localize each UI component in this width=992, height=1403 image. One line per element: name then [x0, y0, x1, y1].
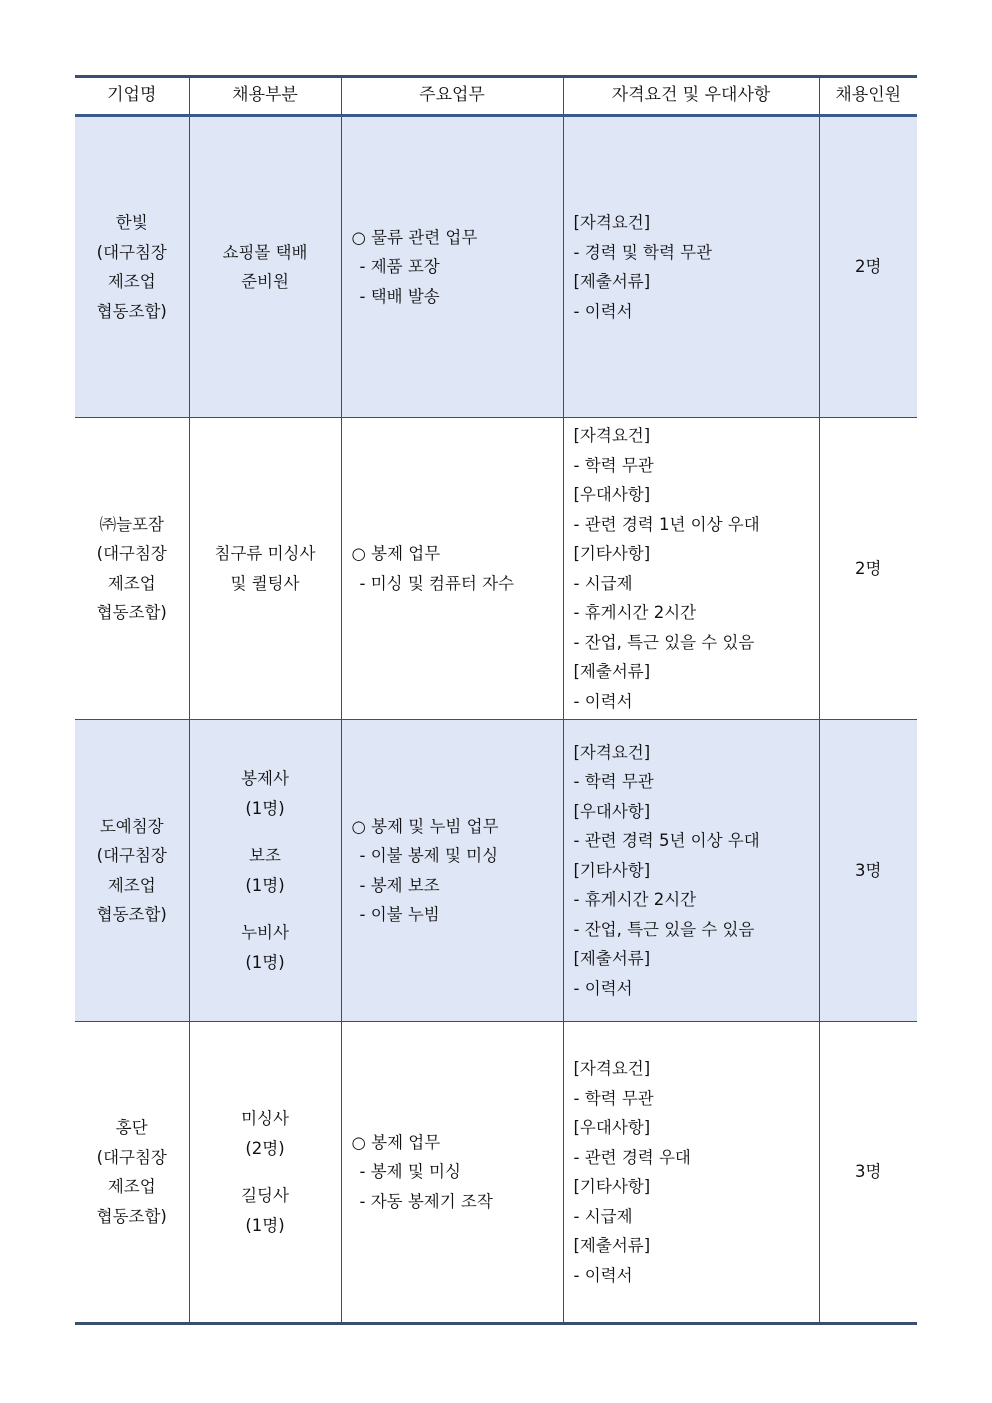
- department-entry: [190, 1104, 341, 1163]
- duties-cell: [341, 1022, 563, 1324]
- company-name-line: 한빛: [115, 213, 148, 232]
- duty-item: - 자동 봉제기 조작: [359, 1191, 493, 1211]
- duty-heading: ○ 봉제 및 누빔 업무: [351, 816, 499, 836]
- company-cell: [75, 116, 189, 418]
- headcount-cell: 3명: [819, 1022, 917, 1324]
- department-cell: [189, 720, 341, 1022]
- headcount-cell: 3명: [819, 720, 917, 1022]
- company-name-line: 협동조합): [96, 301, 167, 321]
- company-name-line: (대구침장: [96, 544, 167, 563]
- requirement-item: - 휴게시간 2시간: [573, 603, 697, 622]
- company-name-line: 제조업: [107, 1177, 156, 1196]
- requirement-section-title: [자격요건]: [573, 1059, 651, 1078]
- department-line: 및 퀼팅사: [230, 573, 300, 593]
- table-row: [75, 116, 917, 418]
- duty-item: - 미싱 및 컴퓨터 자수: [359, 573, 514, 593]
- company-name-line: 협동조합): [96, 603, 167, 622]
- company-cell: [75, 418, 189, 720]
- company-name-line: 제조업: [107, 272, 156, 291]
- requirement-item: - 경력 및 학력 무관: [573, 242, 713, 262]
- header-headcount: 채용인원: [819, 77, 917, 116]
- requirement-section-title: [제출서류]: [573, 949, 651, 969]
- company-name-line: (대구침장: [96, 1147, 167, 1167]
- department-line: 봉제사: [241, 769, 289, 788]
- duty-item: - 이불 봉제 및 미싱: [359, 846, 499, 865]
- department-entry: [190, 539, 341, 598]
- department-line: (1명): [245, 798, 285, 818]
- duty-item: - 봉제 보조: [359, 875, 440, 895]
- requirement-section-title: [우대사항]: [573, 801, 651, 821]
- requirement-item: - 학력 무관: [573, 772, 654, 792]
- department-line: (1명): [245, 1215, 285, 1235]
- requirement-section-title: [제출서류]: [573, 1236, 651, 1255]
- department-entry: [190, 764, 341, 823]
- department-line: 침구류 미싱사: [214, 544, 316, 563]
- requirement-item: - 관련 경력 우대: [573, 1147, 691, 1167]
- requirement-item: - 잔업, 특근 있을 수 있음: [573, 632, 755, 652]
- department-line: (1명): [245, 952, 285, 972]
- requirement-section-title: [제출서류]: [573, 662, 651, 681]
- requirement-item: - 이력서: [573, 978, 633, 998]
- duty-item: - 이불 누빔: [359, 905, 440, 924]
- requirement-item: - 잔업, 특근 있을 수 있음: [573, 919, 755, 939]
- header-company: 기업명: [75, 77, 189, 116]
- requirement-item: - 시급제: [573, 573, 633, 593]
- duty-heading: ○ 물류 관련 업무: [351, 227, 478, 247]
- requirement-section-title: [우대사항]: [573, 485, 651, 504]
- requirement-item: - 관련 경력 5년 이상 우대: [573, 831, 760, 851]
- duty-item: - 봉제 및 미싱: [359, 1162, 461, 1182]
- requirement-section-title: [기타사항]: [573, 1177, 651, 1196]
- department-line: 쇼핑몰 택배: [222, 242, 308, 262]
- department-entry: [190, 238, 341, 297]
- requirements-cell: [563, 418, 819, 720]
- company-name-line: 협동조합): [96, 905, 167, 924]
- requirement-item: - 학력 무관: [573, 1088, 654, 1108]
- department-line: (1명): [245, 875, 285, 895]
- requirement-section-title: [자격요건]: [573, 213, 651, 232]
- header-duties: 주요업무: [341, 77, 563, 116]
- requirement-section-title: [자격요건]: [573, 742, 651, 762]
- requirement-section-title: [우대사항]: [573, 1118, 651, 1137]
- company-cell: [75, 1022, 189, 1324]
- requirement-section-title: [제출서류]: [573, 272, 651, 291]
- duties-cell: [341, 418, 563, 720]
- requirement-section-title: [기타사항]: [573, 860, 651, 880]
- department-line: 준비원: [241, 272, 289, 291]
- header-requirements: 자격요건 및 우대사항: [563, 77, 819, 116]
- company-name-line: 홍단: [115, 1118, 148, 1137]
- requirement-item: - 학력 무관: [573, 455, 654, 475]
- requirement-item: - 이력서: [573, 691, 633, 711]
- duty-item: - 택배 발송: [359, 286, 440, 306]
- table-row: [75, 1022, 917, 1324]
- department-line: 보조: [249, 846, 281, 865]
- duty-heading: ○ 봉제 업무: [351, 544, 441, 563]
- table-row: [75, 720, 917, 1022]
- job-listing-table: [75, 75, 917, 1325]
- department-cell: [189, 418, 341, 720]
- duty-heading: ○ 봉제 업무: [351, 1132, 441, 1152]
- department-line: 미싱사: [241, 1109, 289, 1128]
- department-line: (2명): [245, 1138, 285, 1158]
- table-body: [75, 116, 917, 1324]
- requirements-cell: [563, 720, 819, 1022]
- table-row: [75, 418, 917, 720]
- duties-cell: [341, 720, 563, 1022]
- requirement-item: - 이력서: [573, 1265, 633, 1285]
- company-name-line: 제조업: [107, 573, 156, 593]
- department-entry: [190, 918, 341, 977]
- duties-cell: [341, 116, 563, 418]
- requirement-item: - 관련 경력 1년 이상 우대: [573, 514, 760, 534]
- requirement-item: - 시급제: [573, 1206, 633, 1226]
- department-entry: [190, 841, 341, 900]
- header-department: 채용부분: [189, 77, 341, 116]
- headcount-cell: 2명: [819, 116, 917, 418]
- requirement-section-title: [자격요건]: [573, 426, 651, 445]
- company-name-line: (대구침장: [96, 846, 167, 865]
- requirement-section-title: [기타사항]: [573, 544, 651, 563]
- headcount-cell: 2명: [819, 418, 917, 720]
- company-name-line: 제조업: [107, 875, 156, 895]
- department-line: 누비사: [241, 923, 289, 942]
- requirements-cell: [563, 116, 819, 418]
- table-header-row: [75, 77, 917, 116]
- requirements-cell: [563, 1022, 819, 1324]
- duty-item: - 제품 포장: [359, 257, 440, 277]
- company-name-line: 도예침장: [99, 816, 164, 836]
- requirement-item: - 휴게시간 2시간: [573, 890, 697, 910]
- company-name-line: 협동조합): [96, 1206, 167, 1226]
- company-name-line: ㈜늘포잠: [99, 514, 164, 534]
- company-cell: [75, 720, 189, 1022]
- department-line: 길딩사: [241, 1186, 289, 1205]
- department-cell: [189, 116, 341, 418]
- department-entry: [190, 1181, 341, 1240]
- company-name-line: (대구침장: [96, 242, 167, 262]
- requirement-item: - 이력서: [573, 301, 633, 321]
- department-cell: [189, 1022, 341, 1324]
